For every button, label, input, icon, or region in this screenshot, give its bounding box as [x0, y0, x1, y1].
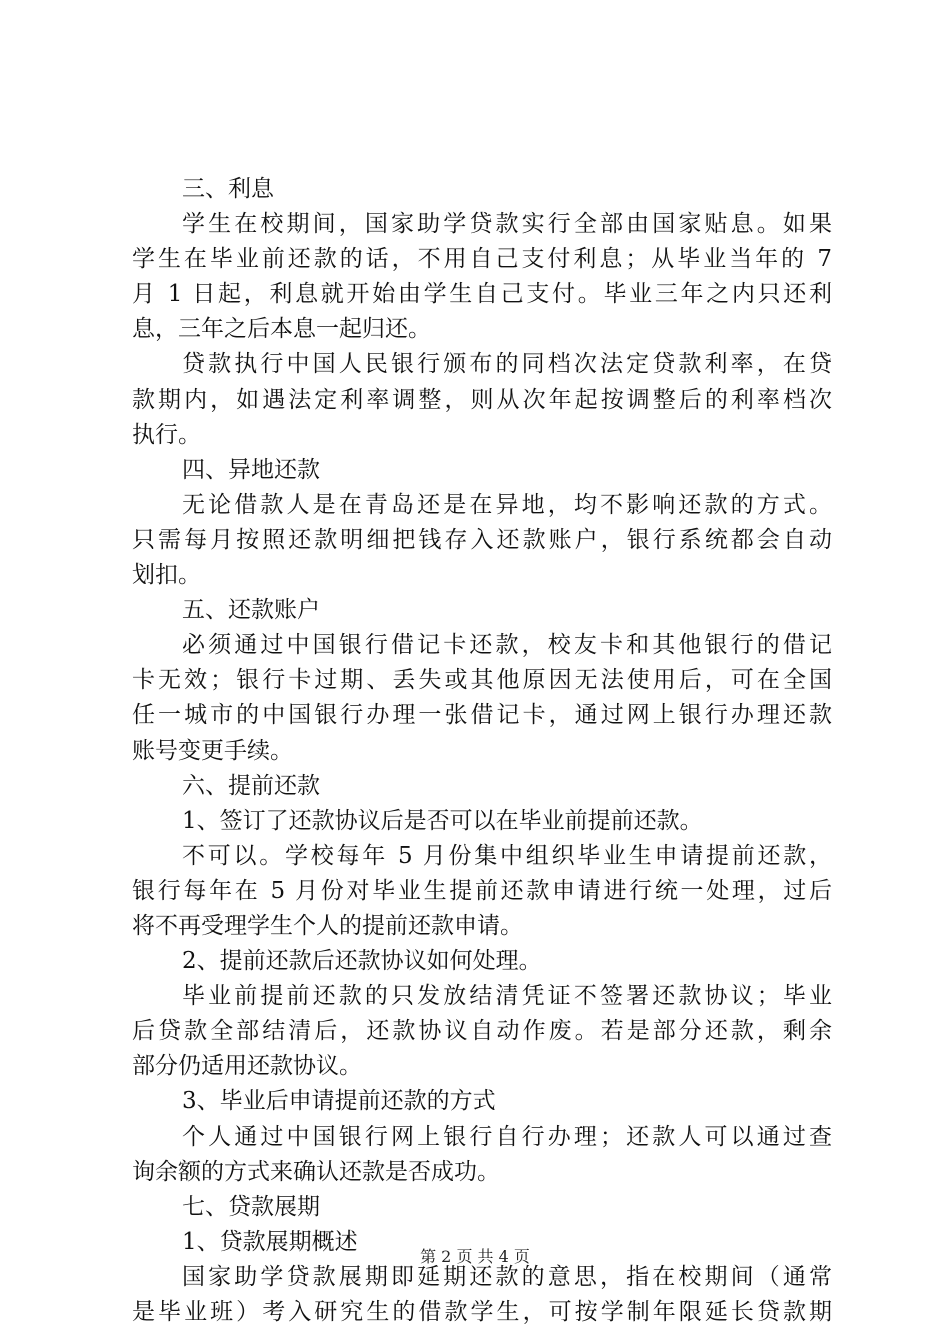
- subheading-line: 1、贷款展期概述: [182, 1228, 358, 1255]
- section-heading-interest: 三、利息: [182, 176, 274, 202]
- subheading-line: 3、毕业后申请提前还款的方式: [182, 1088, 496, 1115]
- paragraph-line: 学生在毕业前还款的话，不用自己支付利息；从毕业当年的 7: [132, 246, 832, 273]
- document-body: [132, 172, 832, 1330]
- paragraph-line: 将不再受理学生个人的提前还款申请。: [132, 912, 523, 939]
- paragraph-line: 毕业前提前还款的只发放结清凭证不签署还款协议；毕业: [182, 983, 832, 1010]
- paragraph-line: 询余额的方式来确认还款是否成功。: [132, 1158, 500, 1185]
- paragraph-line: 只需每月按照还款明细把钱存入还款账户，银行系统都会自动: [132, 526, 832, 553]
- paragraph-line: 学生在校期间，国家助学贷款实行全部由国家贴息。如果: [182, 211, 832, 238]
- paragraph-line: 划扣。: [132, 562, 201, 589]
- page-number-footer: 第 2 页 共 4 页: [420, 1247, 530, 1266]
- paragraph-line: 国家助学贷款展期即延期还款的意思，指在校期间（通常: [182, 1263, 832, 1290]
- paragraph-line: 无论借款人是在青岛还是在异地，均不影响还款的方式。: [182, 491, 832, 518]
- subheading-line: 1、签订了还款协议后是否可以在毕业前提前还款。: [182, 807, 703, 834]
- section-heading-remote-repayment: 四、异地还款: [182, 456, 320, 483]
- paragraph-line: 银行每年在 5 月份对毕业生提前还款申请进行统一处理，过后: [132, 877, 832, 904]
- paragraph-line: 息，三年之后本息一起归还。: [132, 316, 431, 343]
- section-heading-early-repayment: 六、提前还款: [182, 772, 320, 799]
- subheading-line: 2、提前还款后还款协议如何处理。: [182, 948, 542, 975]
- paragraph-line: 任一城市的中国银行办理一张借记卡，通过网上银行办理还款: [132, 702, 832, 729]
- paragraph-line: 款期内，如遇法定利率调整，则从次年起按调整后的利率档次: [132, 386, 832, 413]
- paragraph-line: 卡无效；银行卡过期、丢失或其他原因无法使用后，可在全国: [132, 667, 832, 694]
- paragraph-line: 部分仍适用还款协议。: [132, 1053, 362, 1080]
- paragraph-line: 账号变更手续。: [132, 737, 293, 764]
- paragraph-line: 必须通过中国银行借记卡还款，校友卡和其他银行的借记: [182, 632, 832, 659]
- paragraph-line: 是毕业班）考入研究生的借款学生，可按学制年限延长贷款期: [132, 1299, 832, 1325]
- paragraph-line: 执行。: [132, 421, 201, 448]
- paragraph-line: 贷款执行中国人民银行颁布的同档次法定贷款利率，在贷: [182, 351, 832, 378]
- paragraph-line: 后贷款全部结清后，还款协议自动作废。若是部分还款，剩余: [132, 1018, 832, 1045]
- paragraph-line: 不可以。学校每年 5 月份集中组织毕业生申请提前还款，: [182, 842, 832, 869]
- section-heading-loan-extension: 七、贷款展期: [182, 1193, 320, 1220]
- paragraph-line: 月 1 日起，利息就开始由学生自己支付。毕业三年之内只还利: [132, 281, 832, 308]
- paragraph-line: 个人通过中国银行网上银行自行办理；还款人可以通过查: [182, 1123, 832, 1150]
- section-heading-repayment-account: 五、还款账户: [182, 597, 320, 624]
